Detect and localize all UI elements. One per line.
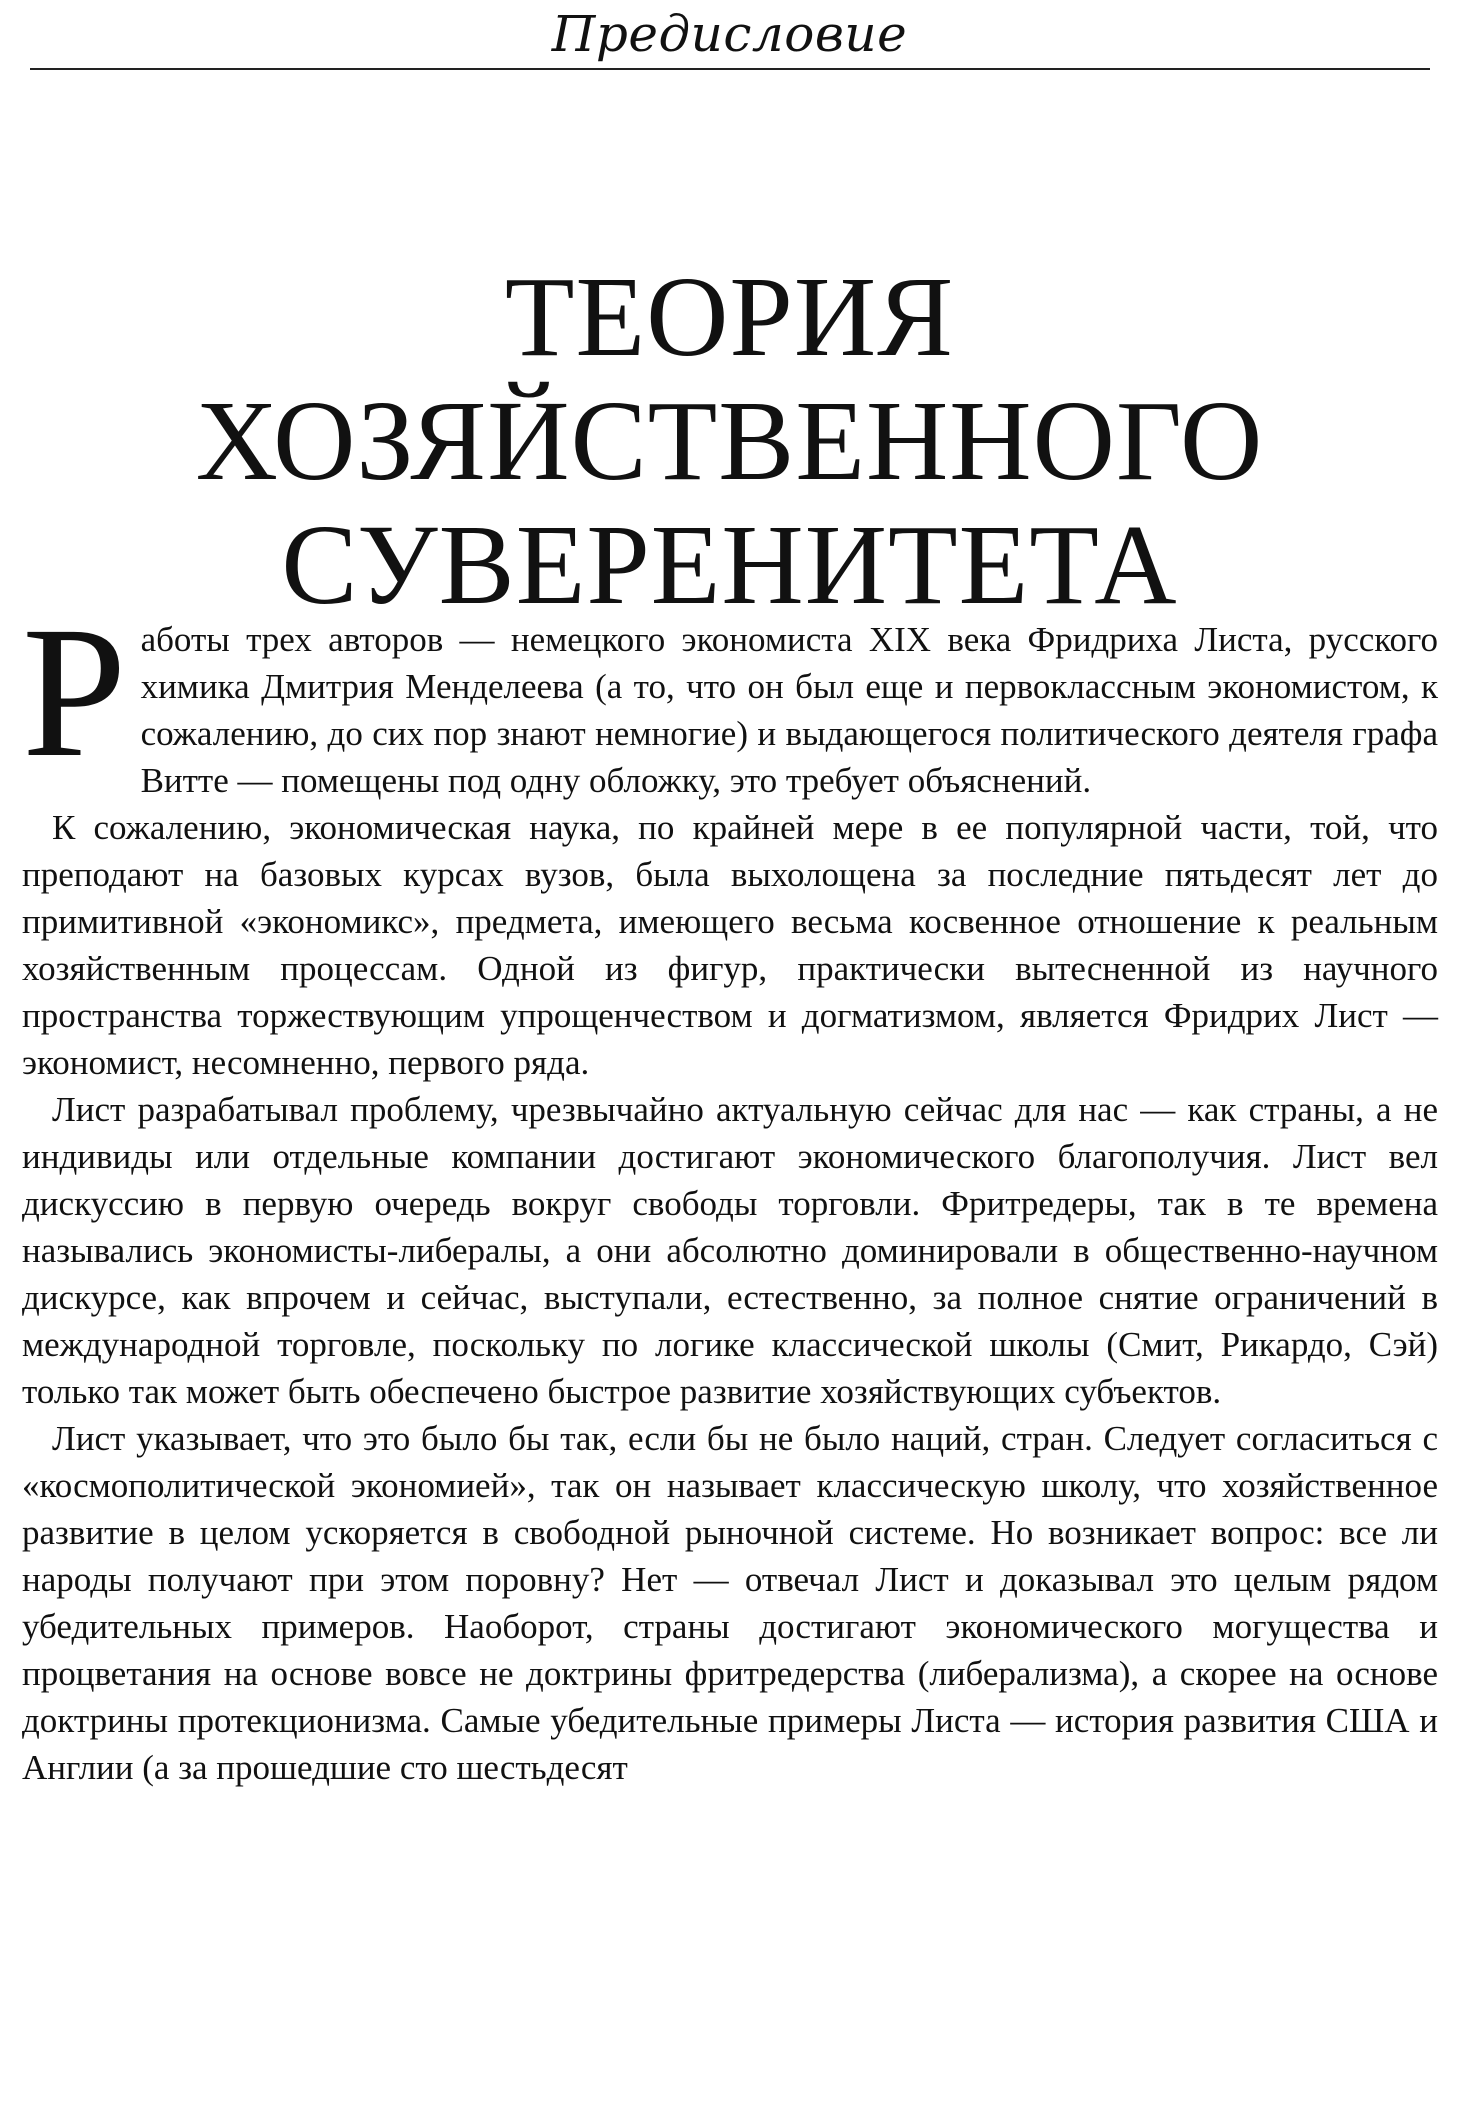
paragraph-1-text: аботы трех авторов — немецкого экономиста XIX века Фридриха Листа, русского химика Дмитрия Менделеева (а то, что он был еще и первоклассным экономистом, к сожалению, до сих пор знают немногие) и выдающегося политического деятеля графа Витте — помещены под одну обложку, это требует объяснений. bbox=[140, 620, 1438, 800]
running-head-text: Предисловие bbox=[551, 5, 908, 63]
body-text bbox=[22, 587, 1438, 1791]
paragraph-4: Лист указывает, что это было бы так, если бы не было наций, стран. Следует согласиться с «космополитической экономией», так он называет классическую школу, что хозяйственное развитие в целом ускоряется в свободной рыночной системе. Но возникает вопрос: все ли народы получают при этом поровну? Нет — отвечал Лист и доказывал это целым рядом убедительных примеров. Наоборот, страны достигают экономического могущества и процветания на основе вовсе не доктрины фритредерства (либерализма), а скорее на основе доктрины протекционизма. Самые убедительные примеры Листа — история развития США и Англии (а за прошедшие сто шестьдесят bbox=[22, 1419, 1438, 1787]
drop-cap: Р bbox=[22, 587, 127, 796]
running-head-rule bbox=[30, 68, 1430, 70]
chapter-title-line-1: ТЕОРИЯ ХОЗЯЙСТВЕННОГО bbox=[195, 253, 1264, 504]
chapter-title bbox=[0, 255, 1459, 627]
paragraph-2: К сожалению, экономическая наука, по крайней мере в ее популярной части, той, что преподают на базовых курсах вузов, была выхолощена за последние пятьдесят лет до примитивной «экономикс», предмета, имеющего весьма косвенное отношение к реальным хозяйственным процессам. Одной из фигур, практически вытесненной из научного пространства торжествующим упрощенчеством и догматизмом, является Фридрих Лист — экономист, несомненно, первого ряда. bbox=[22, 808, 1438, 1082]
chapter-title-line-2: СУВЕРЕНИТЕТА bbox=[281, 501, 1178, 628]
paragraph-1 bbox=[22, 587, 1438, 804]
paragraph-3: Лист разрабатывал проблему, чрезвычайно актуальную сейчас для нас — как страны, а не индивиды или отдельные компании достигают экономического благополучия. Лист вел дискуссию в первую очередь вокруг свободы торговли. Фритредеры, так в те времена назывались экономисты-либералы, а они абсолютно доминировали в общественно-научном дискурсе, как впрочем и сейчас, выступали, естественно, за полное снятие ограничений в международной торговле, поскольку по логике классической школы (Смит, Рикардо, Сэй) только так может быть обеспечено быстрое развитие хозяйствующих субъектов. bbox=[22, 1090, 1438, 1411]
